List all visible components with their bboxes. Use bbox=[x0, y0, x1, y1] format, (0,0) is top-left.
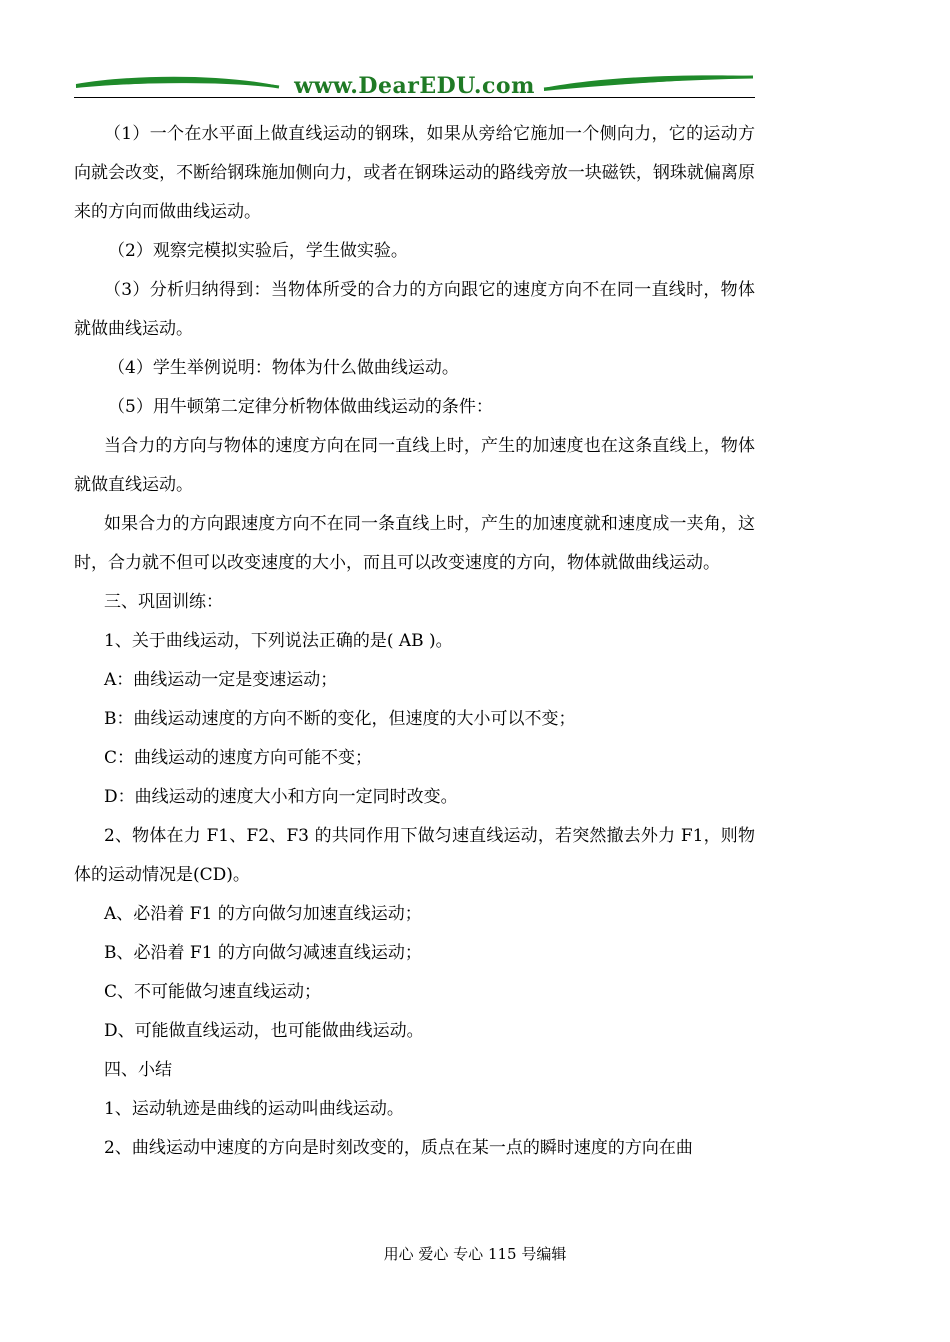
paragraph: （3）分析归纳得到：当物体所受的合力的方向跟它的速度方向不在同一直线时，物体就做曲线运动。 bbox=[74, 280, 755, 339]
answer-option: A、必沿着 F1 的方向做匀加速直线运动； bbox=[104, 904, 422, 924]
page-footer: 用心 爱心 专心 115 号编辑 bbox=[383, 1245, 567, 1263]
document-body bbox=[74, 115, 755, 1168]
paragraph: （1）一个在水平面上做直线运动的钢珠，如果从旁给它施加一个侧向力，它的运动方向就会改变，不断给钢珠施加侧向力，或者在钢珠运动的路线旁放一块磁铁，钢珠就偏离原来的方向而做曲线运动。 bbox=[74, 124, 755, 222]
section-heading: 四、小结 bbox=[104, 1060, 172, 1080]
question: 2、物体在力 F1、F2、F3 的共同作用下做匀速直线运动，若突然撤去外力 F1，则物体的运动情况是(CD)。 bbox=[74, 826, 755, 885]
answer-option: C：曲线运动的速度方向可能不变； bbox=[104, 748, 373, 768]
answer-option: D、可能做直线运动，也可能做曲线运动。 bbox=[104, 1021, 424, 1041]
answer-option: A：曲线运动一定是变速运动； bbox=[104, 670, 338, 690]
question: 1、关于曲线运动，下列说法正确的是( AB )。 bbox=[104, 631, 453, 651]
paragraph: 当合力的方向与物体的速度方向在同一直线上时，产生的加速度也在这条直线上，物体就做直线运动。 bbox=[74, 436, 755, 495]
summary-item: 2、曲线运动中速度的方向是时刻改变的，质点在某一点的瞬时速度的方向在曲 bbox=[104, 1138, 693, 1158]
paragraph: （5）用牛顿第二定律分析物体做曲线运动的条件： bbox=[108, 397, 493, 417]
paragraph: （2）观察完模拟实验后，学生做实验。 bbox=[108, 241, 408, 261]
section-heading: 三、巩固训练： bbox=[104, 592, 223, 612]
answer-option: D：曲线运动的速度大小和方向一定同时改变。 bbox=[104, 787, 458, 807]
summary-item: 1、运动轨迹是曲线的运动叫曲线运动。 bbox=[104, 1099, 404, 1119]
paragraph: （4）学生举例说明：物体为什么做曲线运动。 bbox=[108, 358, 459, 378]
answer-option: C、不可能做匀速直线运动； bbox=[104, 982, 322, 1002]
header-divider bbox=[74, 97, 755, 98]
paragraph: 如果合力的方向跟速度方向不在同一条直线上时，产生的加速度就和速度成一夹角，这时，合力就不但可以改变速度的大小，而且可以改变速度的方向，物体就做曲线运动。 bbox=[74, 514, 755, 573]
site-url: www.DearEDU.com bbox=[294, 73, 535, 99]
site-header-banner bbox=[74, 70, 755, 100]
answer-option: B：曲线运动速度的方向不断的变化，但速度的大小可以不变； bbox=[104, 709, 576, 729]
answer-option: B、必沿着 F1 的方向做匀减速直线运动； bbox=[104, 943, 422, 963]
